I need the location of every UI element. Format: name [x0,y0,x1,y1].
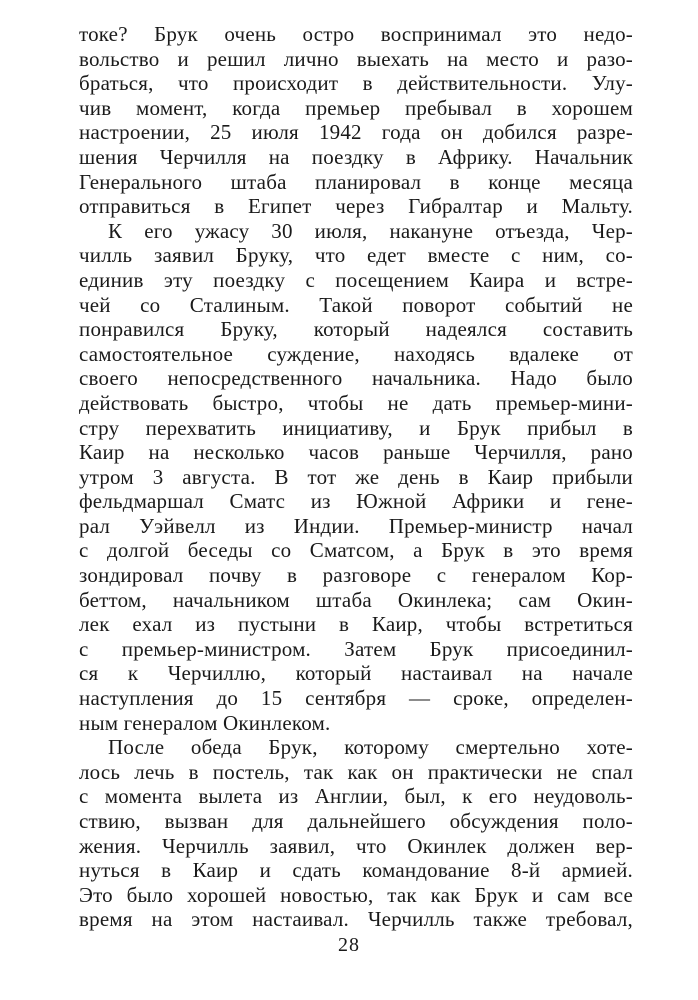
text-line: настроении, 25 июля 1942 года он добился разре- [79,120,633,145]
text-line: с премьер-министром. Затем Брук присоединил- [79,636,633,661]
text-line: с долгой беседы со Сматсом, а Брук в это время [79,538,633,563]
text-line: браться, что происходит в действительности. Улу- [79,71,633,96]
text-line: чей со Сталиным. Такой поворот событий не [79,292,633,317]
text-line: ся к Черчиллю, который настаивал на начале [79,661,633,686]
text-line: вольство и решил лично выехать на место и разо- [79,46,633,71]
page-text [79,22,633,932]
text-line: лек ехал из пустыни в Каир, чтобы встретиться [79,612,633,637]
text-line: стру перехватить инициативу, и Брук прибыл в [79,415,633,440]
text-line: ствию, вызван для дальнейшего обсуждения поло- [79,809,633,833]
text-line: чив момент, когда премьер пребывал в хорошем [79,95,633,120]
text-line: наступления до 15 сентября — сроке, определен- [79,686,633,711]
page-number: 28 [338,934,360,956]
text-line: чилль заявил Бруку, что едет вместе с ним, со- [79,243,633,268]
text-line: жения. Черчилль заявил, что Окинлек должен вер- [79,833,633,858]
text-line: единив эту поездку с посещением Каира и встре- [79,267,633,292]
text-line: лось лечь в постель, так как он практически не спал [79,759,633,784]
text-line: самостоятельное суждение, находясь вдалеке от [79,341,633,366]
text-line: с момента вылета из Англии, был, к его неудоволь- [79,784,633,809]
text-line: понравился Бруку, который надеялся составить [79,317,633,342]
text-line: ным генералом Окинлеком. [79,710,331,735]
text-line: шения Черчилля на поездку в Африку. Начальник [79,144,633,169]
text-line: Генерального штаба планировал в конце месяца [79,169,633,194]
text-line: токе? Брук очень остро воспринимал это недо- [79,22,633,46]
text-line: действовать быстро, чтобы не дать премьер-мини- [79,390,633,415]
text-line: рал Уэйвелл из Индии. Премьер-министр начал [79,513,633,538]
text-line: беттом, начальником штаба Окинлека; сам Окин- [79,587,633,612]
text-line: фельдмаршал Сматс из Южной Африки и гене- [79,489,633,514]
text-line: зондировал почву в разговоре с генералом Кор- [79,563,633,588]
text-line: Каир на несколько часов раньше Черчилля, рано [79,440,633,465]
text-line: Это было хорошей новостью, так как Брук и сам все [79,882,633,907]
text-line: время на этом настаивал. Черчилль также требовал, [79,907,633,932]
text-line: К его ужасу 30 июля, накануне отъезда, Чер- [108,218,633,243]
text-line: После обеда Брук, которому смертельно хоте- [108,735,633,760]
text-line: утром 3 августа. В тот же день в Каир прибыли [79,464,633,489]
text-line: отправиться в Египет через Гибралтар и Мальту. [79,194,633,219]
text-line: своего непосредственного начальника. Надо было [79,366,633,391]
text-line: нуться в Каир и сдать командование 8-й армией. [79,858,633,883]
